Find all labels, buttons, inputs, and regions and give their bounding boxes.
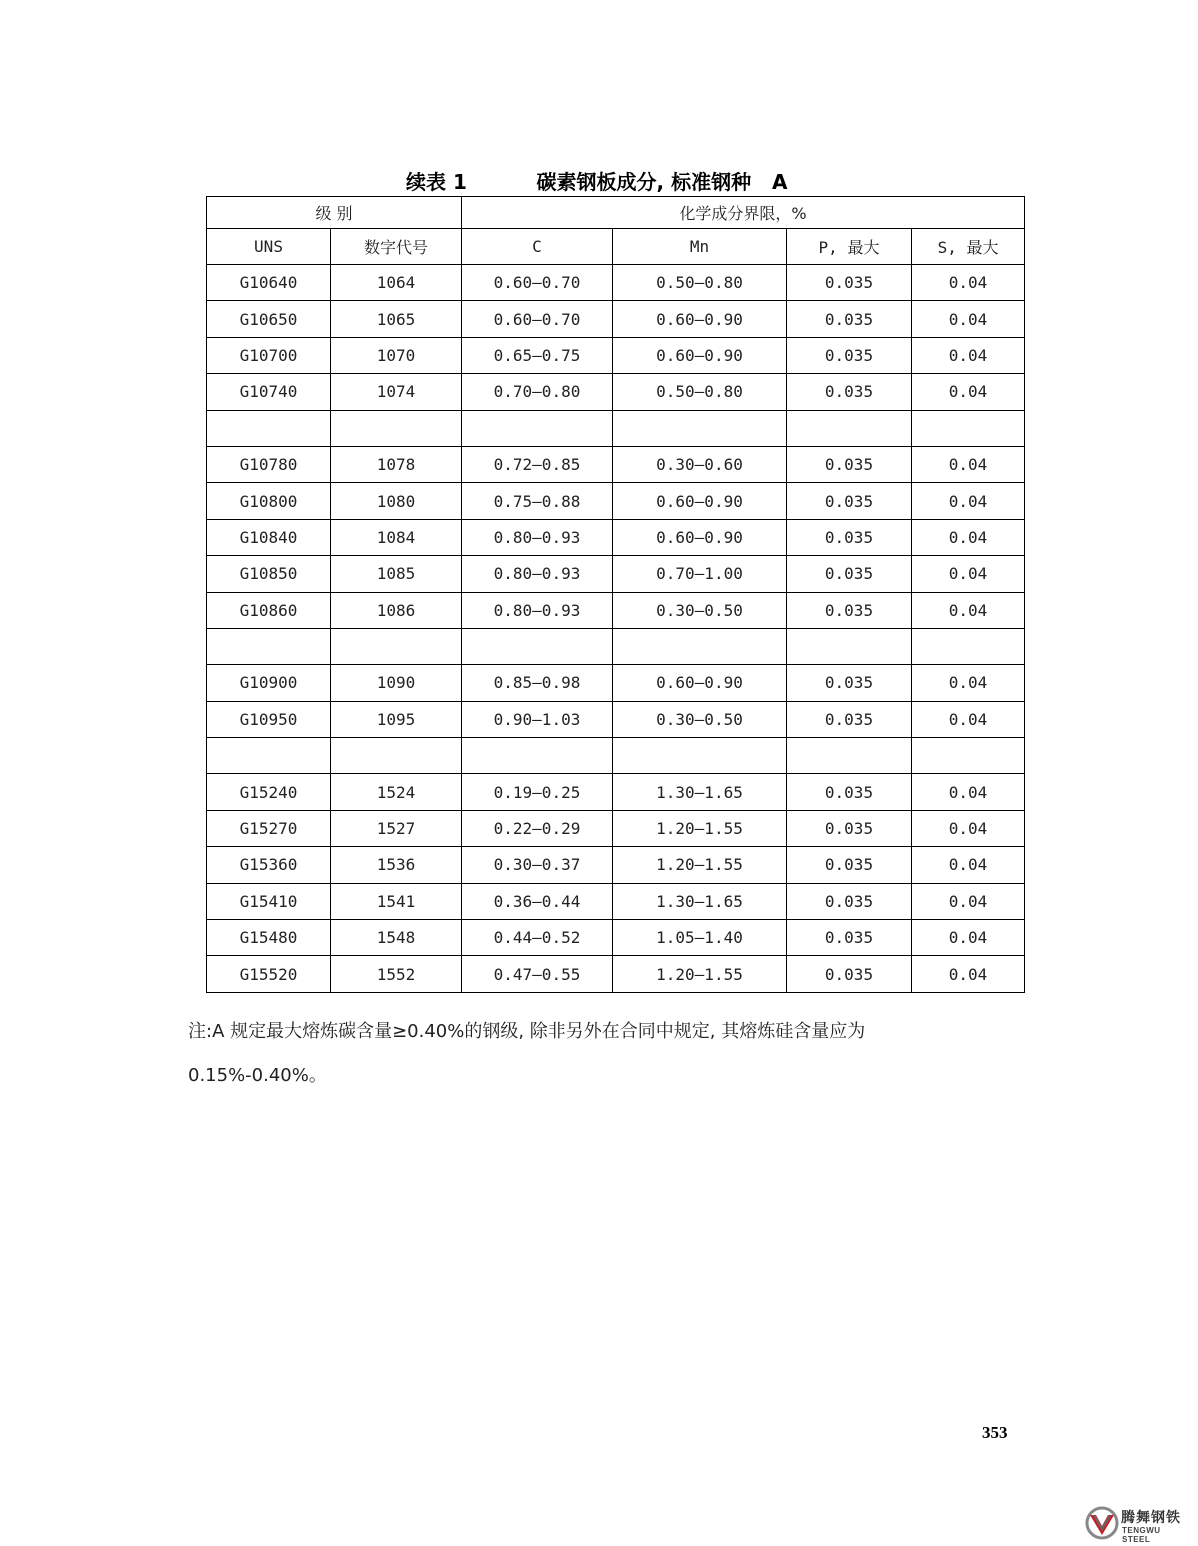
cell-mn [613,628,787,664]
cell-p-max [787,410,912,446]
cell-s-max: 0.04 [912,774,1025,810]
cell-number: 1078 [331,446,462,482]
cell-uns [207,410,331,446]
cell-mn: 0.50—0.80 [613,265,787,301]
cell-uns: G15480 [207,920,331,956]
cell-uns: G15270 [207,810,331,846]
cell-p-max [787,738,912,774]
cell-c: 0.65—0.75 [462,337,613,373]
footnote-line-1: 注:A 规定最大熔炼碳含量≥0.40%的钢级, 除非另外在合同中规定, 其熔炼硅含量应为 [188,1021,866,1042]
cell-mn: 1.30—1.65 [613,774,787,810]
cell-number: 1552 [331,956,462,992]
cell-c: 0.19—0.25 [462,774,613,810]
cell-c: 0.44—0.52 [462,920,613,956]
column-header-s-max: S, 最大 [912,229,1025,265]
column-header-uns: UNS [207,229,331,265]
table-row [207,301,1025,337]
cell-c [462,410,613,446]
cell-p-max: 0.035 [787,519,912,555]
cell-s-max: 0.04 [912,810,1025,846]
cell-mn: 0.70—1.00 [613,556,787,592]
cell-number [331,738,462,774]
cell-mn: 1.20—1.55 [613,810,787,846]
cell-c: 0.60—0.70 [462,301,613,337]
cell-s-max: 0.04 [912,556,1025,592]
cell-uns: G15520 [207,956,331,992]
cell-s-max [912,738,1025,774]
cell-p-max: 0.035 [787,374,912,410]
column-header-c: C [462,229,613,265]
cell-mn: 0.30—0.50 [613,592,787,628]
cell-c: 0.72—0.85 [462,446,613,482]
cell-c: 0.36—0.44 [462,883,613,919]
cell-mn: 1.20—1.55 [613,847,787,883]
cell-uns: G10700 [207,337,331,373]
table-row [207,556,1025,592]
cell-number: 1085 [331,556,462,592]
cell-p-max: 0.035 [787,847,912,883]
table-row [207,774,1025,810]
cell-uns: G15360 [207,847,331,883]
cell-mn: 0.50—0.80 [613,374,787,410]
cell-mn: 0.60—0.90 [613,337,787,373]
table-row [207,956,1025,992]
cell-c: 0.85—0.98 [462,665,613,701]
cell-s-max: 0.04 [912,847,1025,883]
cell-uns [207,628,331,664]
cell-mn: 0.30—0.60 [613,446,787,482]
cell-uns: G10900 [207,665,331,701]
logo-subtitle: TENGWU STEEL [1122,1526,1161,1544]
cell-s-max: 0.04 [912,483,1025,519]
cell-uns: G15410 [207,883,331,919]
tengwu-logo-icon [1085,1506,1119,1540]
cell-uns: G10850 [207,556,331,592]
column-header-mn: Mn [613,229,787,265]
table-row [207,592,1025,628]
table-row [207,483,1025,519]
cell-number: 1527 [331,810,462,846]
table-row [207,847,1025,883]
cell-s-max: 0.04 [912,337,1025,373]
cell-number: 1064 [331,265,462,301]
logo-name: 腾舞钢铁 [1121,1510,1181,1526]
cell-c: 0.30—0.37 [462,847,613,883]
cell-p-max: 0.035 [787,301,912,337]
table-row [207,701,1025,737]
cell-p-max: 0.035 [787,556,912,592]
cell-s-max: 0.04 [912,665,1025,701]
table-row [207,920,1025,956]
brand-logo [1085,1503,1191,1543]
footnote [188,1010,1028,1098]
cell-s-max: 0.04 [912,519,1025,555]
cell-number: 1086 [331,592,462,628]
cell-p-max: 0.035 [787,920,912,956]
cell-s-max: 0.04 [912,301,1025,337]
cell-s-max [912,628,1025,664]
cell-mn: 0.60—0.90 [613,519,787,555]
cell-number: 1074 [331,374,462,410]
cell-p-max: 0.035 [787,810,912,846]
cell-uns: G10740 [207,374,331,410]
cell-s-max [912,410,1025,446]
cell-p-max: 0.035 [787,956,912,992]
cell-c: 0.80—0.93 [462,592,613,628]
cell-p-max: 0.035 [787,483,912,519]
cell-uns: G10780 [207,446,331,482]
cell-uns: G10860 [207,592,331,628]
footnote-line-2: 0.15%-0.40%。 [188,1065,327,1086]
cell-number [331,628,462,664]
cell-mn: 1.05—1.40 [613,920,787,956]
cell-s-max: 0.04 [912,446,1025,482]
column-header-p-max: P, 最大 [787,229,912,265]
cell-number: 1080 [331,483,462,519]
cell-mn: 1.20—1.55 [613,956,787,992]
cell-mn [613,410,787,446]
cell-c: 0.70—0.80 [462,374,613,410]
cell-s-max: 0.04 [912,592,1025,628]
cell-number: 1536 [331,847,462,883]
cell-p-max: 0.035 [787,337,912,373]
table-row [207,883,1025,919]
cell-mn: 1.30—1.65 [613,883,787,919]
cell-number: 1095 [331,701,462,737]
table-column-header-row [207,229,1025,265]
cell-number: 1548 [331,920,462,956]
grade-group-header: 级 别 [207,197,462,229]
cell-c: 0.75—0.88 [462,483,613,519]
chemical-limits-group-header: 化学成分界限，% [462,197,1025,229]
cell-uns: G10640 [207,265,331,301]
cell-c: 0.80—0.93 [462,519,613,555]
cell-mn: 0.60—0.90 [613,665,787,701]
cell-number [331,410,462,446]
cell-mn: 0.60—0.90 [613,483,787,519]
composition-table [206,196,1025,993]
cell-uns: G10950 [207,701,331,737]
table-row [207,265,1025,301]
cell-c: 0.60—0.70 [462,265,613,301]
cell-uns: G10800 [207,483,331,519]
table-row [207,628,1025,664]
table-row [207,738,1025,774]
cell-p-max: 0.035 [787,265,912,301]
cell-s-max: 0.04 [912,701,1025,737]
cell-number: 1524 [331,774,462,810]
cell-p-max: 0.035 [787,592,912,628]
cell-s-max: 0.04 [912,956,1025,992]
cell-p-max: 0.035 [787,774,912,810]
table-row [207,410,1025,446]
cell-number: 1065 [331,301,462,337]
cell-number: 1541 [331,883,462,919]
table-row [207,374,1025,410]
cell-s-max: 0.04 [912,374,1025,410]
cell-uns [207,738,331,774]
cell-mn [613,738,787,774]
cell-c: 0.47—0.55 [462,956,613,992]
cell-p-max: 0.035 [787,665,912,701]
cell-c: 0.90—1.03 [462,701,613,737]
cell-c: 0.80—0.93 [462,556,613,592]
cell-c [462,738,613,774]
cell-number: 1090 [331,665,462,701]
cell-c: 0.22—0.29 [462,810,613,846]
table-row [207,810,1025,846]
cell-number: 1084 [331,519,462,555]
table-row [207,519,1025,555]
cell-s-max: 0.04 [912,883,1025,919]
table-body [207,265,1025,993]
page-number: 353 [982,1423,1008,1442]
cell-s-max: 0.04 [912,265,1025,301]
cell-mn: 0.60—0.90 [613,301,787,337]
table-row [207,446,1025,482]
cell-uns: G10650 [207,301,331,337]
cell-p-max: 0.035 [787,883,912,919]
cell-uns: G10840 [207,519,331,555]
cell-p-max: 0.035 [787,446,912,482]
cell-p-max [787,628,912,664]
cell-uns: G15240 [207,774,331,810]
cell-mn: 0.30—0.50 [613,701,787,737]
column-header-number: 数字代号 [331,229,462,265]
table-group-header-row [207,197,1025,229]
cell-c [462,628,613,664]
table-title: 续表 1 碳素钢板成分, 标准钢种 A [406,170,788,194]
cell-p-max: 0.035 [787,701,912,737]
table-row [207,337,1025,373]
table-row [207,665,1025,701]
cell-s-max: 0.04 [912,920,1025,956]
cell-number: 1070 [331,337,462,373]
